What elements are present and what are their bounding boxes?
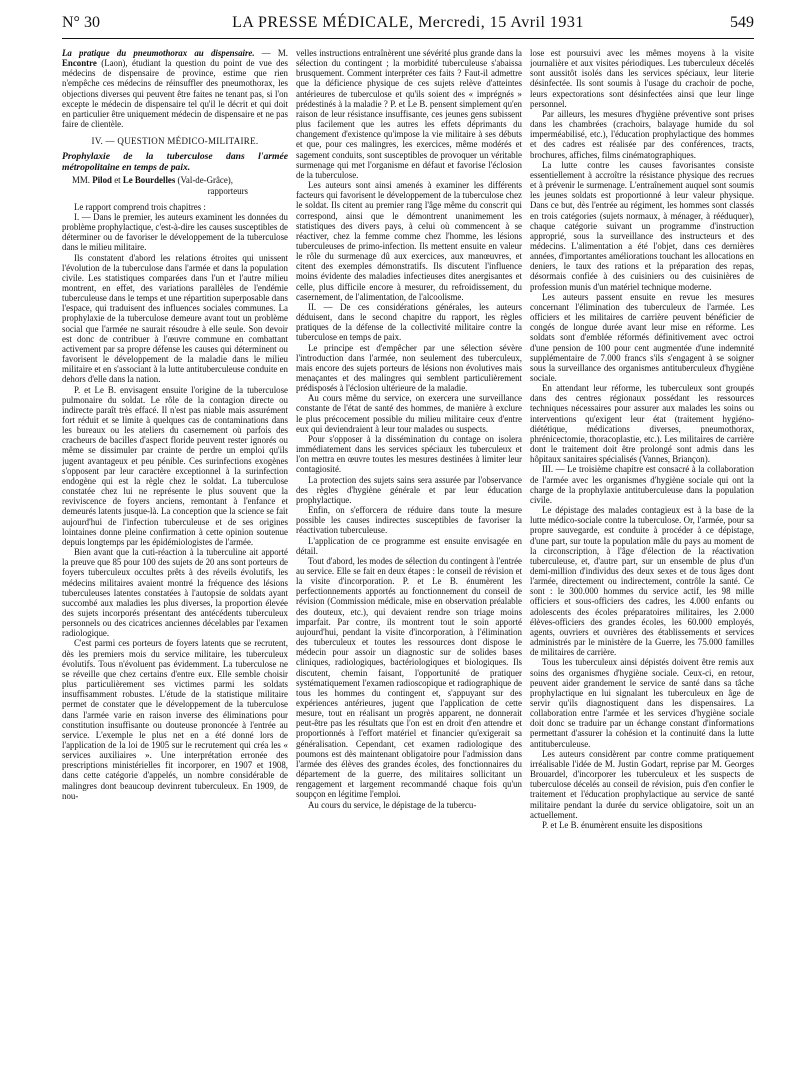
paragraph-pneumothorax	[62, 48, 288, 129]
section-heading: IV. — QUESTION MÉDICO-MILITAIRE.	[91, 136, 259, 147]
paragraph: C'est parmi ces porteurs de foyers latents que se recrutent, dès les premiers mois du service militaire, les tuberculeux évolutifs. Tous n'évoluent pas évidemment. La tuberculose ne se réveille que chez certains d'entre eux. Elle semble choisir plus particulièrement ses victimes parmi les soldats insuffisamment robustes. L'étude de la statistique militaire permet de constater que le développement de la tuberculose dans l'armée varie en raison inverse des éliminations pour constitution insuffisante ou douteuse prononcée à l'entrée au service. L'exemple le plus net en a été donné lors de l'application de la loi de 1905 sur le recrutement qui créa les « services auxiliaires ». Une interprétation erronée des prescriptions ministérielles fit incorporer, en 1907 et 1908, dans cette catégorie d'appelés, un nombre considérable de malingres dont beaucoup devinrent tuberculeux. En 1909, de nou-	[62, 638, 288, 801]
paragraph: II. — De ces considérations générales, les auteurs déduisent, dans le second chapitre du rapport, les règles pratiques de la défense de la collectivité militaire contre la tuberculose en temps de paix.	[296, 301, 522, 343]
paragraph-text: (Laon), étudiant la question du point de vue des médecins de dispensaire de province, estime que rien n'empêche ces médecins de réinsuffler des pneumothorax, les objections diverses qui peuvent être faites ne tenant pas, si l'on excepte le médecin de dispensaire tel qu'il le décrit et qui doit en particulier être uniquement médecin de dispensaire et ne pas faire de clientèle.	[62, 58, 288, 130]
page-header	[62, 14, 754, 36]
paragraph: Tous les tuberculeux ainsi dépistés doivent être remis aux soins des organismes d'hygiène sociale. Ceux-ci, en retour, peuvent aider grandement le service de santé dans sa tâche prophylactique en lui signalant les tuberculeux en âge de servir qu'ils diagnostiquent dans les dispensaires. La collaboration entre l'armée et les services d'hygiène sociale doit donc se traduire par un échange constant d'informations permettant d'assurer la cohésion et la continuité dans la lutte antituberculeuse.	[530, 657, 754, 749]
paragraph: Le dépistage des malades contagieux est à la base de la lutte médico-sociale contre la tuberculose. Or, l'armée, pour sa propre sauvegarde, est conduite à procéder à ce dépistage, d'une part, sur toute la population mâle du pays au moment de la circonscription, à l'âge d'élection de la réactivation tuberculeuse, et, d'autre part, sur un ensemble de plus d'un demi-million d'individus des deux sexes et de tous âges dont l'armée, directement ou indirectement, contrôle la santé. Ce sont : le 300.000 hommes du service actif, les 98 mille officiers et sous-officiers des cadres, les 4.000 enfants ou adolescents des écoles préparatoires militaires, les 2.000 élèves-officiers des grandes écoles, les 60.000 employés, agents, ouvriers et ouvrières des établissements et services administrés par le ministère de la Guerre, les 75.000 familles de militaires de carrière.	[530, 505, 754, 658]
header-rule	[62, 38, 754, 39]
paragraph: Bien avant que la cuti-réaction à la tuberculine ait apporté la preuve que 85 pour 100 des sujets de 20 ans sont porteurs de foyers tuberculeux occultes prêts à des réveils évolutifs, les médecins militaires avaient montré la fréquence des lésions tuberculeuses latentes constatées à l'autopsie de soldats ayant succombé aux maladies les plus diverses, la proportion élevée des sujets incorporés présentant des antécédents tuberculeux personnels ou des cicatrices anciennes décelables par l'examen radiologique.	[62, 547, 288, 639]
authors-affiliation: (Val-de-Grâce),	[175, 175, 233, 186]
paragraph: En attendant leur réforme, les tuberculeux sont groupés dans des centres régionaux possédant les ressources techniques nécessaires pour assurer aux malades les soins ou interventions qu'exigent leur état (traitement hygiéno-diététique, médications diverses, pneumothorax, phrénicectomie, thoracoplastie, etc.). Les militaires de carrière dont le traitement doit être prolongé sont admis dans les hôpitaux sanitaires spécialisés (Vannes, Briançon).	[530, 383, 754, 465]
authors-conjunction: et	[111, 175, 123, 186]
paragraph: Enfin, on s'efforcera de réduire dans toute la mesure possible les causes indirectes susceptibles de favoriser la réactivation tuberculeuse.	[296, 505, 522, 536]
column-2	[296, 48, 522, 1072]
paragraph: P. et Le B. énumèrent ensuite les dispositions	[542, 819, 703, 830]
dash-text: — M.	[261, 48, 288, 58]
paragraph: Les auteurs considèrent par contre comme pratiquement irréalisable l'idée de M. Justin Godart, reprise par M. Georges Brouardel, d'incorporer les tuberculeux et les suspects de tuberculose décelés au conseil de révision, puis d'en confier le traitement et l'éducation prophylactique au service de santé militaire pendant la durée du service obligatoire, soit un an actuellement.	[530, 748, 754, 820]
paragraph: velles instructions entraînèrent une sévérité plus grande dans la sélection du contingent ; la morbidité tuberculeuse s'abaissa brusquement. Comment interpréter ces faits ? Faut-il admettre que la déficience physique de ces sujets relève d'atteintes antérieures de tuberculose et qu'ils soient des « imprégnés » prédestinés à la maladie ? P. et Le B. pensent simplement qu'en raison de leur résistance insuffisante, ces jeunes gens subissent plus facilement que les autres les effets déprimants du changement d'existence qu'impose la vie militaire à ses débuts et que, pour ces malingres, les exercices, même modérés et sagement conduits, sont susceptibles de provoquer un véritable surmenage qui met l'organisme en défaut et favorise l'éclosion de la tuberculose.	[296, 48, 522, 180]
paragraph: lose est poursuivi avec les mêmes moyens à la visite journalière et aux visites périodiques. Les tuberculeux décelés sont aussitôt isolés dans les services spéciaux, leur literie désinfectée. Ils sont soumis à l'usage du crachoir de poche, leurs expectorations sont désinfectées ainsi que leur linge personnel.	[530, 48, 754, 109]
paragraph: Le rapport comprend trois chapitres :	[74, 201, 206, 212]
column-1	[62, 48, 288, 1072]
author-name: Le Bourdelles	[122, 175, 176, 186]
paragraph: Par ailleurs, les mesures d'hygiène préventive sont prises dans les chambrées (crachoirs, balayage humide du sol imperméabilisé, etc.), l'éducation prophylactique des hommes et des cadres est réalisée par des conférences, tracts, brochures, affiches, films cinématographiques.	[530, 108, 754, 160]
paragraph: I. — Dans le premier, les auteurs examinent les données du problème prophylactique, c'est-à-dire les causes susceptibles de déterminer ou de favoriser le développement de la tuberculose dans le milieu militaire.	[62, 211, 288, 253]
paragraph: La lutte contre les causes favorisantes consiste essentiellement à accroître la résistance physique des recrues et à prévenir le surmenage. L'entraînement auquel sont soumis les jeunes soldats est proportionné à leur valeur physique. Dans ce but, dès l'entrée au régiment, les hommes sont classés en trois catégories (sujets normaux, à ménager, à rééduquer), chaque catégorie suivant un programme d'instruction approprié, sous la surveillance des instructeurs et des médecins. L'alimentation a été l'objet, dans ces dernières années, d'importantes améliorations touchant les allocations en deniers, le taux des rations et la préparation des repas, désormais confiée à des cuisiniers ou des cuisinières de profession munis d'un matériel technique moderne.	[530, 159, 754, 292]
paragraph: Les auteurs passent ensuite en revue les mesures concernant l'élimination des tuberculeux de l'armée. Les officiers et les militaires de carrière peuvent bénéficier de congés de longue durée avant leur mise en réforme. Les soldats sont d'emblée réformés définitivement avec octroi d'une pension de 100 pour cent augmentée d'une indemnité supplémentaire de 7.000 francs s'ils s'engagent à se soigner sous la surveillance des organismes antituberculeux d'hygiène sociale.	[530, 291, 754, 383]
paragraph: Les auteurs sont ainsi amenés à examiner les différents facteurs qui favorisent le développement de la tuberculose chez le soldat. Ils citent au premier rang l'âge même du conscrit qui correspond, ainsi que le démontrent unanimement les statistiques des divers pays, à celui où commencent à se réactiver, chez la femme comme chez l'homme, les lésions tuberculeuses de primo-infection. Ils mettent ensuite en valeur le rôle du surmenage dû aux exercices, aux manœuvres, et citent des exemples démonstratifs. Ils discutent l'influence moins évidente des maladies infectieuses dites anergisantes et celle, plus difficile encore à mesurer, du refroidissement, du casernement, de l'alimentation, de l'alcoolisme.	[296, 180, 522, 302]
report-title: Prophylaxie de la tuberculose dans l'armée métropolitaine en temps de paix.	[62, 151, 288, 174]
paragraph: Au cours même du service, on exercera une surveillance constante de l'état de santé des hommes, de manière à exclure le plus précocement possible du milieu militaire ceux d'entre eux qui deviendraient à leur tour malades ou suspects.	[296, 393, 522, 434]
paragraph: L'application de ce programme est ensuite envisagée en détail.	[296, 535, 522, 556]
paragraph-title: La pratique du pneumothorax au dispensaire.	[62, 48, 255, 58]
rapporteurs-label: rapporteurs	[207, 185, 248, 196]
journal-title: LA PRESSE MÉDICALE, Mercredi, 15 Avril 1931	[232, 14, 584, 31]
paragraph: La protection des sujets sains sera assurée par l'observance des règles d'hygiène générale et par leur éducation prophylactique.	[296, 474, 522, 505]
report-authors	[62, 175, 288, 185]
issue-number: N° 30	[62, 14, 100, 31]
paragraph: Au cours du service, le dépistage de la tubercu-	[308, 799, 477, 810]
author-name: Pilod	[92, 175, 112, 186]
paragraph: Le principe est d'empêcher par une sélection sévère l'introduction dans l'armée, non seulement des tuberculeux, mais encore des sujets porteurs de lésions non évolutives mais menaçantes et des malingres qui semblent particulièrement prédisposés à l'éclosion ultérieure de la maladie.	[296, 342, 522, 394]
paragraph: Pour s'opposer à la dissémination du contage on isolera immédiatement dans les services spéciaux les tuberculeux et l'on mettra en œuvre toutes les mesures destinées à limiter leur contagiosité.	[296, 433, 522, 475]
paragraph: Tout d'abord, les modes de sélection du contingent à l'entrée au service. Elle se fait en deux étapes : le conseil de révision et la visite d'incorporation. P. et Le B. énumèrent les perfectionnements apportés au fonctionnement du conseil de révision (Commission médicale, mise en observation préalable des douteux, etc.), qui devaient rendre son triage moins imparfait. Par contre, ils montrent tout le soin apporté aujourd'hui, pendant la visite d'incorporation, à l'élimination des tuberculeux et toutes les ressources dont dispose le médecin pour assoir un diagnostic sur de solides bases cliniques, radiologiques, bactériologiques et biologiques. Ils discutent, chemin faisant, l'opportunité de pratiquer systématiquement l'examen radioscopique et radiographique de tous les hommes du contingent et, s'appuyant sur des expériences antérieures, jugent que l'application de cette mesure, tout en réalisant un progrès apparent, ne donnerait peut-être pas les résultats que l'on est en droit d'en attendre et proportionnés à l'effort matériel et financier qu'exigerait sa généralisation. Cependant, cet examen radiologique des poumons est dès maintenant obligatoire pour l'admission dans l'armée des élèves des grandes écoles, des fonctionnaires du département de la guerre, des militaires sollicitant un rengagement et largement recommandé chaque fois qu'un soupçon en légitime l'emploi.	[296, 555, 522, 800]
page-number: 549	[730, 14, 754, 31]
column-3	[530, 48, 754, 1072]
paragraph: III. — Le troisième chapitre est consacré à la collaboration de l'armée avec les organismes d'hygiène sociale qui ont la charge de la prophylaxie antituberculeuse dans la population civile.	[530, 464, 754, 505]
paragraph: P. et Le B. envisagent ensuite l'origine de la tuberculose pulmonaire du soldat. Le rôle de la contagion directe ou indirecte paraît très effacé. Il n'est pas niable mais assurément fort réduit et se limite à quelques cas de contaminations dans les bureaux ou les ateliers du casernement où parfois des cracheurs de bacilles d'aspect floride peuvent rester ignorés ou même se dissimuler par crainte de perdre un emploi qu'ils jugent avantageux et peu pénible. Ces surinfections exogènes s'opposent par leur caractère exceptionnel à la surinfection endogène qui est la règle chez le soldat. La tuberculose constatée chez lui ne représente le plus souvent que la reviviscence de foyers anciens, remontant à l'enfance et demeurés latents jusque-là. La conception que la science se fait aujourd'hui de l'infection tuberculeuse et de ses origines lointaines donne pleine confirmation à cette opinion soutenue depuis longtemps par les épidémiologistes de l'armée.	[62, 384, 288, 547]
authors-prefix: MM.	[72, 175, 93, 186]
author-name: Encontre	[62, 58, 97, 69]
paragraph: Ils constatent d'abord les relations étroites qui unissent l'évolution de la tuberculose dans l'armée et dans la population civile. Les statistiques comparées dans l'un et l'autre milieu montrent, en effet, des variations parallèles de l'endémie tuberculeuse dans le temps et une répartition superposable dans l'espace, qui traduisent des influences sociales communes. La prophylaxie de la tuberculose demeure avant tout un problème social que l'armée ne saurait résoudre à elle seule. Son devoir est donc de contribuer à l'œuvre commune en combattant activement par sa propre défense les causes qui déterminent ou favorisent le développement de la maladie dans le milieu militaire et en s'associant à la lutte antituberculeuse conduite en dehors d'elle dans la nation.	[62, 252, 288, 385]
